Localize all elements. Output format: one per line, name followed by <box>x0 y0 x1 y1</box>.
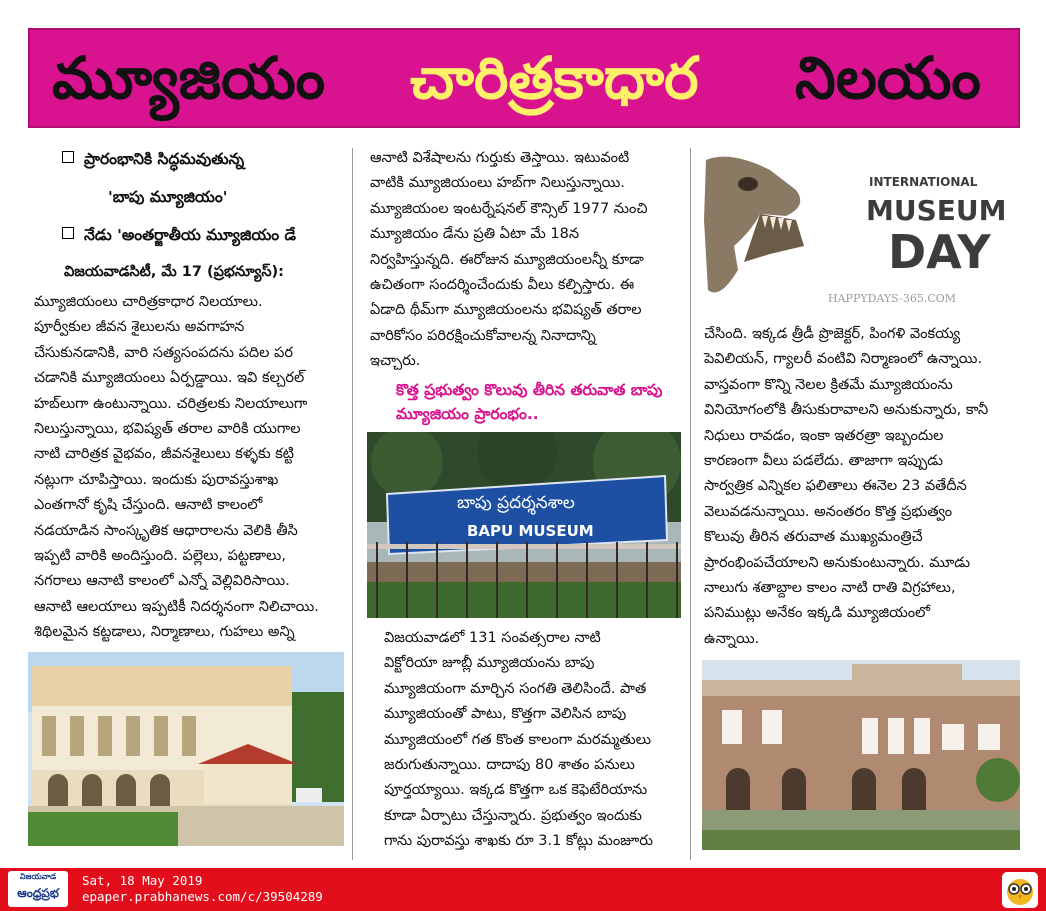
museum-building-photo <box>28 652 344 846</box>
body-text-line: వినియోగంలోకి తీసుకురావాలని అనుకున్నారు, కానీ <box>704 402 989 419</box>
article-column-1 <box>34 290 319 646</box>
body-text-line: నట్లుగా చూపిస్తాయి. ఇందుకు పురావస్తుశాఖ <box>34 471 279 488</box>
bullet-1: ప్రారంభానికి సిద్ధమవుతున్న <box>62 150 244 172</box>
epaper-link[interactable]: epaper.prabhanews.com/c/39504289 <box>82 889 323 904</box>
body-text-line: ప్రారంభింపచేయాలని అనుకుంటున్నారు. మూడు <box>704 554 971 571</box>
headline-part-1: మ్యూజియం <box>52 44 326 112</box>
article-column-3 <box>704 322 988 652</box>
body-text-line: మ్యూజియంగా మార్చిన సంగతి తెలిసిందే. పాత <box>384 680 647 697</box>
body-text-line: సార్వత్రిక ఎన్నికల ఫలితాలు ఈనెల 23 వతేదీన <box>704 478 967 495</box>
museum-day-graphic <box>700 150 1018 316</box>
body-text-line: మ్యూజియంల ఇంటర్నేషనల్ కౌన్సిల్ 1977 నుంచి <box>370 200 648 217</box>
body-text-line: కొలువు తీరిన తరువాత ముఖ్యమంత్రిచే <box>704 529 923 546</box>
body-text-line: వాస్తవంగా కొన్ని నెలల క్రితమే మ్యూజియంను <box>704 376 953 393</box>
body-text-line: ఆనాటి విశేషాలను గుర్తుకు తెస్తాయి. ఇటువంటి <box>370 150 630 166</box>
body-text-line: చడానికి మ్యూజియంలు ఏర్పడ్డాయి. ఇవి కల్చరల్ <box>34 370 305 387</box>
bapu-museum-sign-photo <box>367 432 681 618</box>
body-text-line: ఆనాటి ఆలయాలు ఇప్పటికీ నిదర్శనంగా నిలిచాయి. <box>34 598 319 615</box>
body-text-line: ఇచ్చారు. <box>370 353 421 370</box>
body-text-line: పెవిలియన్, గ్యాలరీ వంటివి నిర్మాణంలో ఉన్నాయి. <box>704 351 983 368</box>
sign-telugu-text: బాపు ప్రదర్శనశాల <box>457 493 575 513</box>
body-text-line: చేసుకునడానికి, వారి సత్యసంపదను పదిల పర <box>34 344 293 361</box>
body-text-line: ఏడాది థీమ్‌గా మ్యూజియంలను భవిష్యత్ తరాల <box>370 302 642 319</box>
sub-headline <box>396 378 662 426</box>
body-text-line: నిలుస్తున్నాయి, భవిష్యత్ తరాల వారికి యుగాల <box>34 421 301 438</box>
dateline: విజయవాడసిటీ, మే 17 (ప్రభన్యూస్): <box>64 264 284 280</box>
body-text-line: కూడా ఏర్పాటు చేస్తున్నారు. ప్రభుత్వం ఇందుకు <box>384 807 642 824</box>
body-text-line: నాలుగు శతాబ్దాల కాలం నాటి రాతి విగ్రహాలు, <box>704 580 956 597</box>
body-text-line: మ్యూజియంలో గత కొంత కాలంగా మరమ్మతులు <box>384 731 651 748</box>
museum-day-line2: MUSEUM <box>866 194 1007 227</box>
body-text-line: పూర్వీకుల జీవన శైలులను అవగాహన <box>34 319 245 336</box>
edition-date: Sat, 18 May 2019 <box>82 873 203 888</box>
body-text-line: గాను పురావస్తు శాఖకు రూ 3.1 కోట్లు మంజూరు <box>384 833 653 850</box>
body-text-line: మ్యూజియంలు చారిత్రకాధార నిలయాలు. <box>34 294 263 310</box>
checkbox-bullet-icon <box>62 151 74 163</box>
body-text-line: విక్టోరియా జూబ్లీ మ్యూజియంను బాపు <box>384 655 595 672</box>
body-text-line: ఉన్నాయి. <box>704 630 760 647</box>
sub-headline-line: మ్యూజియం ప్రారంభం.. <box>396 405 539 423</box>
column-divider-2 <box>690 148 691 860</box>
body-text-line: శిథిలమైన కట్టడాలు, నిర్మాణాలు, గుహలు అన్ని <box>34 624 295 641</box>
museum-day-line3: DAY <box>888 225 991 279</box>
headline-part-3: నిలయం <box>795 44 981 112</box>
body-text-line: ఇప్పటి వారికి అందిస్తుంది. పల్లెలు, పట్టణాలు, <box>34 548 286 565</box>
body-text-line: హబ్‌లుగా ఉంటున్నాయి. చరిత్రలకు నిలయాలుగా <box>34 395 308 412</box>
owl-icon <box>1002 872 1038 908</box>
museum-day-line1: INTERNATIONAL <box>869 175 978 189</box>
bullet-2: నేడు 'అంతర్జాతీయ మ్యూజియం డే <box>62 226 296 248</box>
body-text-line: పనిముట్లు అనేకం ఇక్కడి మ్యూజియంలో <box>704 605 931 622</box>
body-text-line: పూర్తయ్యాయి. ఇక్కడ కొత్తగా ఒక కెఫెటేరియాను <box>384 782 648 799</box>
body-text-line: నాటి చారిత్రక వైభవం, జీవనశైలులు కళ్ళకు కట్టి <box>34 446 295 463</box>
sign-english-text: BAPU MUSEUM <box>467 522 594 540</box>
body-text-line: ఉచితంగా సందర్శించేందుకు వీలు కల్పిస్తారు. ఈ <box>370 277 635 294</box>
body-text-line: ఎంతగానో కృషి చేస్తుంది. ఆనాటి కాలంలో <box>34 497 263 514</box>
body-text-line: నడయాడిన సాంస్కృతిక ఆధారాలను వెలికి తీసి <box>34 522 298 539</box>
body-text-line: నిర్వహిస్తున్నది. ఈరోజున మ్యూజియంలన్నీ కూడా <box>370 251 644 268</box>
body-text-line: చేసింది. ఇక్కడ త్రీడీ ప్రొజెక్టర్, పింగళి వెంకయ్య <box>704 326 961 342</box>
museum-day-site: HAPPYDAYS-365.COM <box>828 292 957 305</box>
body-text-line: వాటికి మ్యూజియంలు హబ్‌గా నిలుస్తున్నాయి. <box>370 175 625 192</box>
body-text-line: కారణంగా వీలు పడలేదు. తాజాగా ఇప్పుడు <box>704 453 944 470</box>
article-column-2-lower <box>384 626 653 855</box>
body-text-line: జరుగుతున్నాయి. దాదాపు 80 శాతం పనులు <box>384 757 635 774</box>
sub-headline-line: కొత్త ప్రభుత్వం కొలువు తీరిన తరువాత బాపు <box>396 381 663 399</box>
body-text-line: నగరాలు ఆనాటి కాలంలో ఎన్నో వెల్లివిరిసాయి. <box>34 573 290 590</box>
footer-bar <box>0 868 1046 911</box>
headline-part-2: చారిత్రకాధార <box>410 44 699 112</box>
column-divider-1 <box>352 148 353 860</box>
article-column-2 <box>370 146 647 375</box>
body-text-line: మ్యూజియంతో పాటు, కొత్తగా వెలిసిన బాపు <box>384 706 627 723</box>
headline-banner <box>28 28 1020 128</box>
bullet-1-cont: 'బాపు మ్యూజియం' <box>108 188 228 206</box>
checkbox-bullet-icon <box>62 227 74 239</box>
body-text-line: వారికోసం పరిరక్షించుకోవాలన్న నినాదాన్ని <box>370 327 596 344</box>
victoria-museum-photo <box>702 660 1020 850</box>
body-text-line: మ్యూజియం డేను ప్రతి ఏటా మే 18న <box>370 226 580 243</box>
body-text-line: విజయవాడలో 131 సంవత్సరాల నాటి <box>384 630 601 646</box>
newspaper-logo: విజయవాడ ఆంధ్రప్రభ <box>8 871 68 907</box>
body-text-line: నిధులు రావడం, ఇంకా ఇతరత్రా ఇబ్బందుల <box>704 427 944 444</box>
body-text-line: వెలువడనున్నాయి. అనంతరం కొత్త ప్రభుత్వం <box>704 503 953 520</box>
